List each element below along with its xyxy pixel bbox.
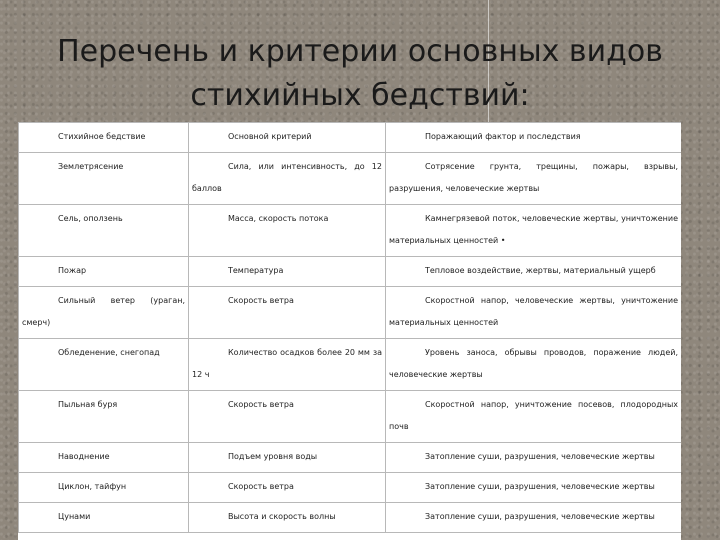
cell-criterion: Подъем уровня воды xyxy=(189,443,386,473)
table-row xyxy=(19,473,682,503)
cell-disaster: Землетрясение xyxy=(19,153,189,205)
table-row xyxy=(19,391,682,443)
disasters-table-container xyxy=(18,122,681,540)
cell-disaster: Сель, оползень xyxy=(19,205,189,257)
table-row xyxy=(19,205,682,257)
cell-criterion: Скорость ветра xyxy=(189,287,386,339)
cell-factors: Затопление суши, разрушения, человеческие жертвы xyxy=(386,473,682,503)
table-row xyxy=(19,339,682,391)
table-row xyxy=(19,503,682,533)
cell-disaster: Обледенение, снегопад xyxy=(19,339,189,391)
cell-disaster: Циклон, тайфун xyxy=(19,473,189,503)
page-title xyxy=(0,30,720,118)
header-cell-criterion: Основной критерий xyxy=(189,123,386,153)
cell-factors: Затопление суши, разрушения, человеческие жертвы xyxy=(386,503,682,533)
cell-factors: Затопление суши, разрушения, человеческие жертвы xyxy=(386,443,682,473)
cell-criterion: Масса, скорость потока xyxy=(189,205,386,257)
table-row xyxy=(19,443,682,473)
cell-factors: Сотрясение грунта, трещины, пожары, взрывы, разрушения, человеческие жертвы xyxy=(386,153,682,205)
cell-factors: Уровень заноса, обрывы проводов, поражение людей, человеческие жертвы xyxy=(386,339,682,391)
title-line-1: Перечень и критерии основных видов xyxy=(57,34,663,69)
cell-disaster: Сильный ветер (ураган, смерч) xyxy=(19,287,189,339)
cell-factors: Скоростной напор, человеческие жертвы, уничтожение материальных ценностей xyxy=(386,287,682,339)
disasters-table xyxy=(18,122,681,533)
cell-criterion: Сила, или интенсивность, до 12 баллов xyxy=(189,153,386,205)
header-cell-disaster: Стихийное бедствие xyxy=(19,123,189,153)
cell-criterion: Скорость ветра xyxy=(189,473,386,503)
cell-disaster: Наводнение xyxy=(19,443,189,473)
cell-criterion: Количество осадков более 20 мм за 12 ч xyxy=(189,339,386,391)
table-row xyxy=(19,153,682,205)
title-line-2: стихийных бедствий: xyxy=(190,78,530,113)
cell-factors: Скоростной напор, уничтожение посевов, плодородных почв xyxy=(386,391,682,443)
cell-disaster: Пожар xyxy=(19,257,189,287)
cell-factors: Тепловое воздействие, жертвы, материальный ущерб xyxy=(386,257,682,287)
cell-criterion: Скорость ветра xyxy=(189,391,386,443)
cell-criterion: Температура xyxy=(189,257,386,287)
table-row xyxy=(19,287,682,339)
table-row xyxy=(19,257,682,287)
table-header-row xyxy=(19,123,682,153)
cell-factors: Камнегрязевой поток, человеческие жертвы, уничтожение материальных ценностей • xyxy=(386,205,682,257)
header-cell-factors: Поражающий фактор и последствия xyxy=(386,123,682,153)
cell-criterion: Высота и скорость волны xyxy=(189,503,386,533)
cell-disaster: Цунами xyxy=(19,503,189,533)
cell-disaster: Пыльная буря xyxy=(19,391,189,443)
